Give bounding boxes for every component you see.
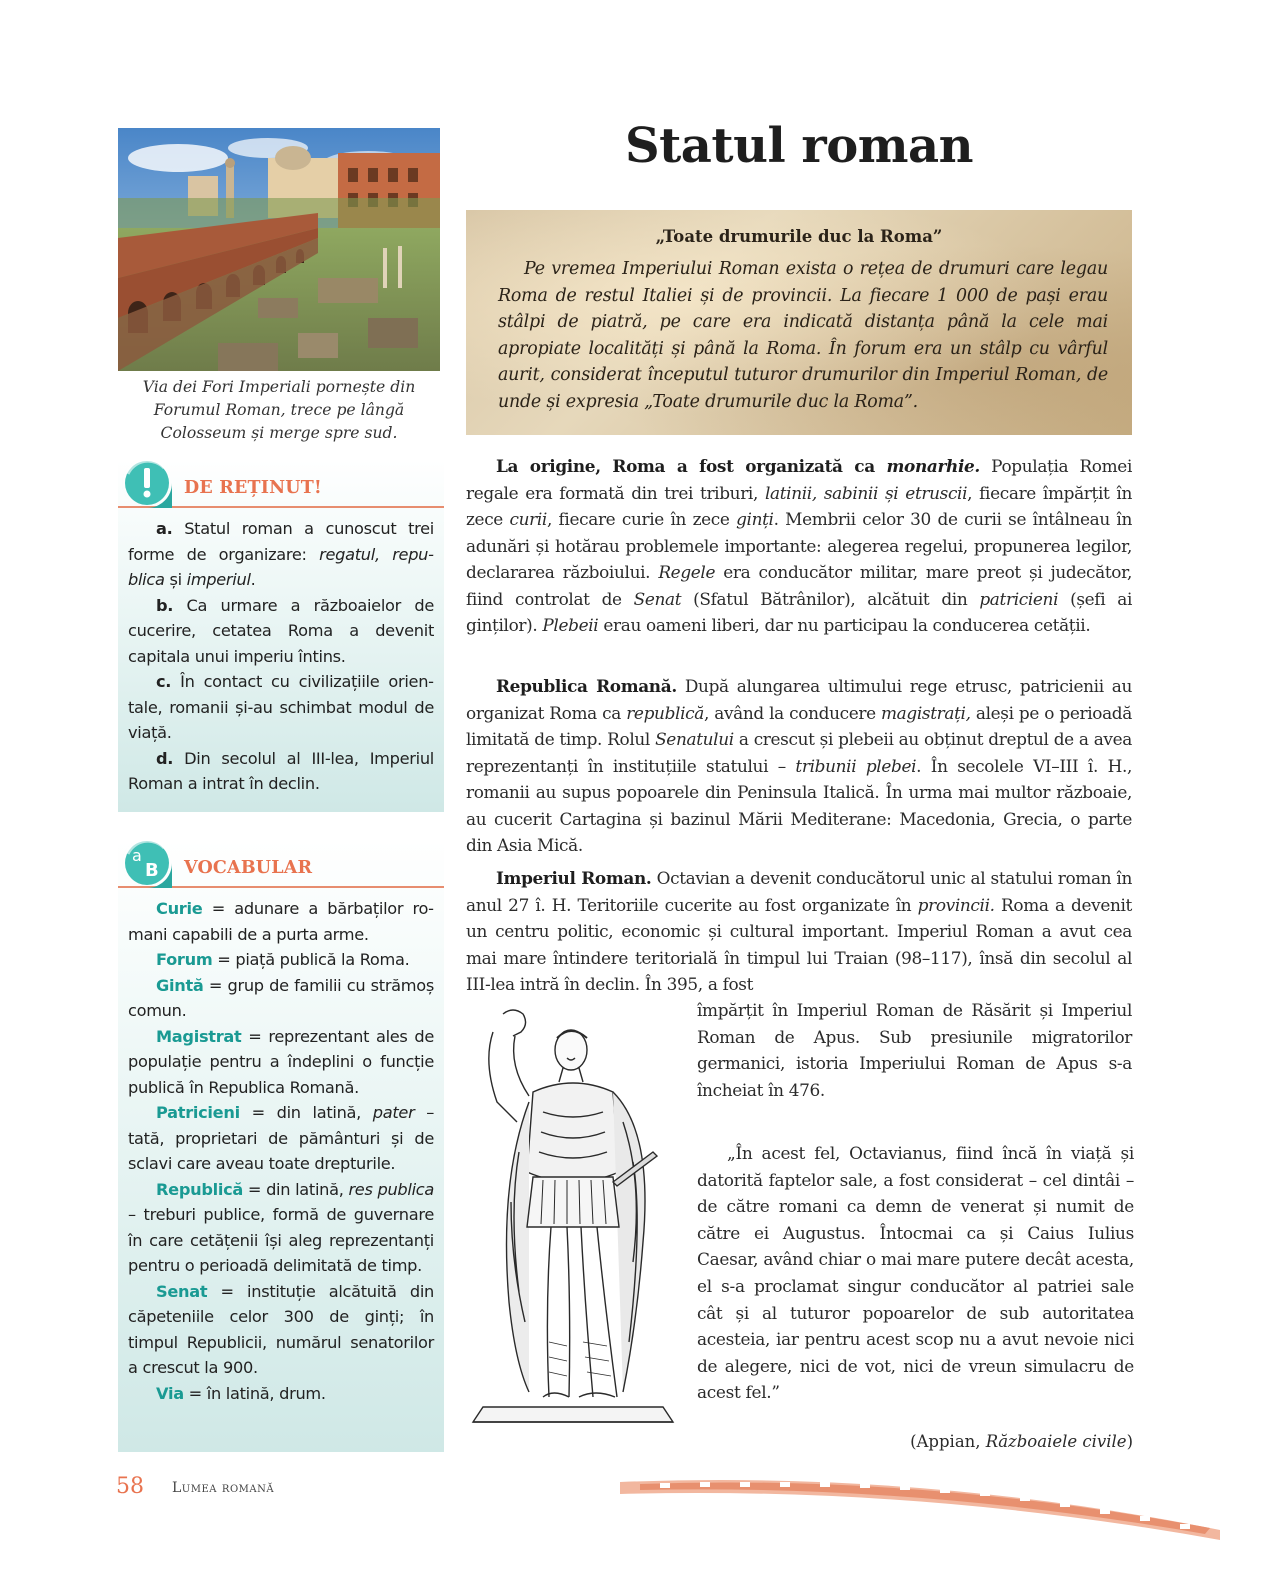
caption-line-3: Colosseum și merge spre sud. bbox=[160, 424, 398, 442]
text-emphasis: Senat bbox=[633, 588, 682, 609]
text-run: era conducător militar, mare preot și judecător, fiind controlat de bbox=[466, 562, 1133, 609]
vocab-entry bbox=[128, 1279, 434, 1381]
vocab-definition: = instituție alcătuită din căpeteniile celor 300 de ginți; în timpul Republicii, numărul senatorilor a crescut la 900. bbox=[128, 1281, 434, 1377]
item-text: Din secolul al III-lea, Imperiul Roman a intrat în declin. bbox=[128, 748, 434, 793]
item-text: . bbox=[250, 570, 256, 589]
roman-forum-photo bbox=[118, 128, 440, 371]
source-suffix: ) bbox=[1126, 1432, 1133, 1451]
text-run: , având la conducere bbox=[703, 702, 881, 723]
item-letter: a. bbox=[156, 519, 173, 538]
retinut-header bbox=[118, 460, 444, 508]
item-emphasis: regatul, republica bbox=[128, 544, 434, 589]
vocab-term: Patricieni bbox=[156, 1103, 240, 1122]
origins-paragraph bbox=[466, 453, 1132, 639]
vocab-entry bbox=[128, 1381, 434, 1407]
text-run: Octavian a devenit conducătorul unic al statului roman în anul 27 î. H. Teritoriile cucerite au fost organizate în bbox=[466, 868, 1132, 915]
text-run: (șefi ai ginților). bbox=[466, 588, 1132, 635]
vocabular-panel bbox=[118, 840, 444, 1452]
item-letter: b. bbox=[156, 595, 174, 615]
empire-text bbox=[466, 865, 1132, 998]
parchment-text: Pe vremea Imperiului Roman exista o rețea de drumuri care legau Roma de restul Italiei și de provincii. La fiecare 1 000 de pași erau stâlpi de piatră, pe care era indicată distanța până la cele mai apropiate localități și până la Roma. În forum era un stâlp cu vârful aurit, considerat începutul tuturor drumurilor din Imperiul Roman, de unde și expresia „Toate drumurile duc la Roma”. bbox=[498, 259, 1108, 412]
vocab-term: Magistrat bbox=[156, 1026, 242, 1046]
vocab-emphasis: pater bbox=[372, 1103, 415, 1122]
retinut-item-a bbox=[128, 516, 434, 593]
vocab-definition: = din latină, bbox=[243, 1179, 349, 1199]
origins-lead: La origine, Roma a fost organizată ca bbox=[496, 456, 887, 476]
origins-lead-emphasis: monarhie. bbox=[886, 456, 980, 476]
vocab-definition: = grup de familii cu strămoș comun. bbox=[128, 975, 434, 1020]
vocabular-title: VOCABULAR bbox=[184, 858, 313, 878]
text-run: După alungarea ultimului rege etrusc, patricienii au organizat Roma ca bbox=[466, 676, 1132, 723]
svg-text:a: a bbox=[132, 846, 142, 865]
appian-quote bbox=[697, 1140, 1134, 1406]
augustus-statue-engraving bbox=[463, 1002, 689, 1430]
caption-line-1: Via dei Fori Imperiali pornește din bbox=[142, 378, 416, 396]
text-run: Roma a devenit un centru politic, economic și cultural important. Imperiul Roman a avut cea mai mare întindere teritorială în timpul lui Traian (98–117), însă din secolul al III-lea intră în declin. În 395, a fost bbox=[466, 894, 1132, 994]
vocab-term: Republică bbox=[156, 1179, 244, 1199]
retinut-item-b bbox=[128, 593, 434, 670]
text-emphasis: Plebeii bbox=[542, 615, 599, 635]
item-emphasis: imperiul bbox=[186, 570, 251, 589]
item-text: Ca urmare a războaielor de cucerire, cetatea Roma a devenit capitala unui imperiu întins. bbox=[128, 595, 434, 666]
meander-border-decoration bbox=[620, 1470, 1220, 1540]
text-emphasis: latinii, sabinii și etruscii bbox=[764, 482, 968, 503]
text-emphasis: ginți bbox=[736, 509, 774, 529]
origins-text bbox=[466, 453, 1132, 639]
parchment-title: „Toate drumurile duc la Roma” bbox=[655, 227, 943, 246]
text-emphasis: magistrați, bbox=[881, 702, 971, 723]
empire-lead: Imperiul Roman. bbox=[496, 868, 652, 888]
vocab-definition: = adunare a bărbaților romani capabili de a purta arme. bbox=[128, 899, 434, 944]
item-letter: c. bbox=[156, 672, 172, 691]
caption-line-2: Forumul Roman, trece pe lângă bbox=[153, 401, 405, 419]
text-emphasis: patricieni bbox=[979, 588, 1059, 609]
running-header: Lumea romană bbox=[172, 1480, 275, 1496]
retinut-item-d bbox=[128, 746, 434, 797]
source-title: Războaiele civile bbox=[985, 1432, 1127, 1451]
page-title: Statul roman bbox=[624, 118, 974, 174]
vocab-definition: = piață publică la Roma. bbox=[212, 950, 410, 969]
vocab-definition: = din latină, bbox=[239, 1103, 373, 1122]
source-prefix: (Appian, bbox=[910, 1432, 986, 1451]
photo-caption bbox=[118, 376, 440, 445]
vocabular-body bbox=[118, 888, 444, 1414]
retinut-body bbox=[118, 508, 444, 805]
text-run: , fiecare curie în zece bbox=[546, 509, 737, 529]
vocab-definition: – treburi publice, formă de guvernare în care cetățenii își aleg reprezentanți pentru o perioadă delimitată de timp. bbox=[128, 1205, 434, 1275]
republic-lead: Republica Romană. bbox=[496, 676, 677, 696]
text-emphasis: tribunii plebei bbox=[795, 755, 917, 776]
text-run: (Sfatul Bătrânilor), alcătuit din bbox=[681, 588, 980, 609]
empire-paragraph bbox=[466, 865, 1132, 998]
vocab-entry bbox=[128, 947, 434, 973]
republic-paragraph bbox=[466, 673, 1132, 859]
vocab-entry bbox=[128, 1024, 434, 1101]
republic-text bbox=[466, 673, 1132, 859]
vocab-term: Senat bbox=[156, 1281, 208, 1301]
vocab-entry bbox=[128, 896, 434, 947]
vocab-term: Gintă bbox=[156, 975, 204, 995]
vocab-term: Curie bbox=[156, 899, 203, 918]
text-emphasis: provincii. bbox=[917, 894, 995, 915]
item-text: În contact cu civilizațiile orientale, romanii și-au schimbat modul de viață. bbox=[128, 672, 434, 742]
text-run: Populația Romei regale era formată din trei triburi, bbox=[466, 456, 1132, 503]
text-run: . Membrii celor 30 de curii se întâlneau în adunări și hotărau problemele importante: alegerea regelui, propunerea legilor, declararea războiului. bbox=[466, 509, 1132, 582]
text-run: a crescut și plebeii au obținut dreptul de a avea reprezentanți în instituțiile statului – bbox=[466, 729, 1132, 776]
parchment-box bbox=[466, 210, 1132, 435]
vocab-definition: – tată, proprietari de pământuri și de sclavi care aveau toate drepturile. bbox=[128, 1103, 434, 1173]
svg-text:B: B bbox=[145, 860, 159, 881]
text-run: , fiecare împărțit în zece bbox=[466, 482, 1132, 529]
text-emphasis: Regele bbox=[658, 562, 716, 582]
text-emphasis: republică bbox=[626, 702, 704, 723]
item-text: și bbox=[164, 570, 187, 589]
retinut-panel bbox=[118, 460, 444, 812]
text-emphasis: curii bbox=[509, 509, 547, 529]
ab-letters-icon bbox=[118, 834, 176, 892]
quote-source bbox=[910, 1432, 1133, 1451]
retinut-item-c bbox=[128, 669, 434, 746]
text-run: . În secolele VI–III î. H., romanii au supus popoarele din Peninsula Italică. În urma mai multor războaie, au cucerit Cartagina și bazinul Mării Mediterane: Macedonia, Grecia, o parte din Asia Mică. bbox=[466, 755, 1132, 855]
exclamation-icon bbox=[118, 454, 176, 512]
vocabular-header bbox=[118, 840, 444, 888]
vocab-term: Forum bbox=[156, 950, 213, 969]
vocab-entry bbox=[128, 973, 434, 1024]
text-run: aleși pe o perioadă limitată de timp. Rolul bbox=[466, 702, 1132, 749]
vocab-definition: = în latină, drum. bbox=[183, 1383, 326, 1403]
vocab-entry bbox=[128, 1100, 434, 1177]
quote-text: „În acest fel, Octavianus, fiind încă în viață și datorită faptelor sale, a fost considerat – cel dintâi – de către romani ca demn de venerat și numit de către ei Augustus. Întocmai ca și Caius Iulius Caesar, având chiar o mai mare putere decât acesta, el s-a proclamat singur conducător al patriei sale cât și al tuturor popoarelor de sub autoritatea acesteia, iar pentru acest scop nu a avut nevoie nici de alegere, nici de vot, nici de vreun simulacru de acest fel.” bbox=[697, 1143, 1134, 1403]
text-run: erau oameni liberi, dar nu participau la conducerea cetății. bbox=[598, 615, 1091, 635]
text-emphasis: Senatului bbox=[655, 729, 734, 749]
vocab-entry bbox=[128, 1177, 434, 1279]
vocab-emphasis: res publica bbox=[348, 1179, 434, 1199]
item-text: Statul roman a cunoscut trei forme de organizare: bbox=[128, 519, 434, 564]
item-letter: d. bbox=[156, 748, 174, 768]
forum-landscape-image bbox=[118, 128, 440, 371]
empire-wrap-text: împărțit în Imperiul Roman de Răsărit și Imperiul Roman de Apus. Sub presiunile migratorilor germanici, istoria Imperiului Roman de Apus s-a încheiat în 476. bbox=[697, 1000, 1132, 1100]
vocab-term: Via bbox=[156, 1383, 184, 1403]
page-number: 58 bbox=[116, 1474, 144, 1499]
vocab-definition: = reprezentant ales de populație pentru a îndeplini o funcție publică în Republica Romană. bbox=[128, 1026, 434, 1097]
retinut-title: DE REȚINUT! bbox=[184, 478, 322, 498]
